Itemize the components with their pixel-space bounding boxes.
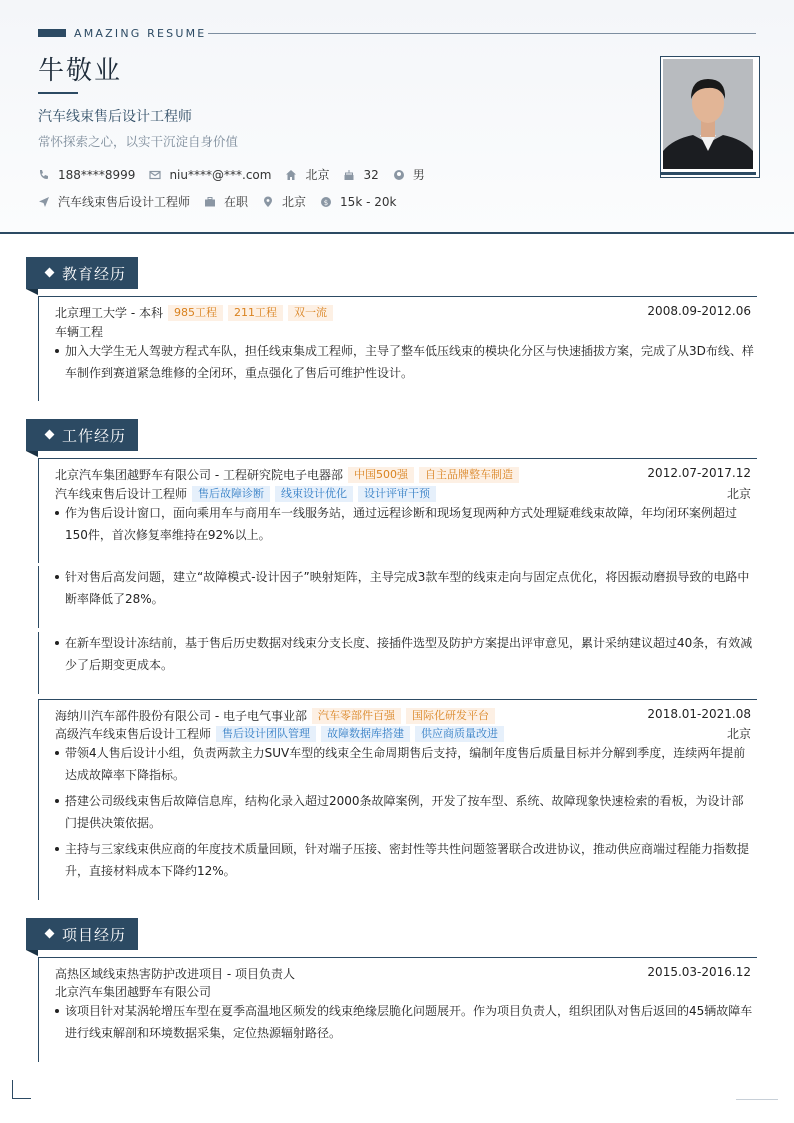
target-role-item — [38, 193, 190, 210]
email-item — [149, 168, 271, 182]
diamond-icon — [45, 929, 55, 939]
svg-text:$: $ — [323, 198, 329, 207]
hometown-text: 北京 — [305, 168, 330, 182]
briefcase-icon — [204, 196, 216, 208]
list-item: 带领4人售后设计小组，负责两款主力SUV车型的线束全生命周期售后支持，编制年度售后质量目标并分解到季度，连续两年提前达成故障率下降指标。 — [55, 742, 755, 786]
role-row — [55, 725, 751, 742]
role-row — [55, 485, 751, 502]
profile-photo — [660, 56, 760, 178]
company-tag: 国际化研发平台 — [406, 708, 495, 724]
project-date: 2015.03-2016.12 — [647, 965, 751, 979]
company-tag: 自主品牌整车制造 — [419, 467, 519, 483]
major: 车辆工程 — [55, 325, 104, 339]
list-item: 针对售后高发问题，建立“故障模式-设计因子”映射矩阵，主导完成3款车型的线束走向与固定点优化，将因振动磨损导致的电路中断率降低了28%。 — [55, 566, 755, 610]
salary-item — [320, 195, 396, 209]
role-tag: 设计评审干预 — [358, 486, 436, 502]
company-row — [55, 707, 751, 724]
education-date: 2008.09-2012.06 — [647, 304, 751, 318]
major-row — [55, 323, 751, 340]
target-city-text: 北京 — [282, 195, 307, 209]
role-tag: 故障数据库搭建 — [321, 726, 410, 742]
diamond-icon — [45, 268, 55, 278]
salary-text: 15k - 20k — [340, 194, 397, 209]
school-tag: 双一流 — [288, 305, 333, 321]
section-title: 工作经历 — [62, 427, 127, 445]
location-icon — [262, 196, 274, 208]
role-name: 汽车线束售后设计工程师 — [55, 487, 188, 501]
role-tag: 供应商质量改进 — [415, 726, 504, 742]
work-entry-continued — [38, 632, 757, 694]
motto: 常怀探索之心，以实干沉淀自身价值 — [38, 134, 239, 149]
ribbon-fold — [26, 289, 38, 295]
company-row — [55, 466, 751, 483]
list-item: 在新车型设计冻结前，基于售后历史数据对线束分支长度、接插件选型及防护方案提出评审意见，累计采纳建议超过40条，有效减少了后期变更成本。 — [55, 632, 755, 676]
age-text: 32 — [363, 167, 379, 182]
footer-line — [736, 1099, 778, 1100]
company-tag: 中国500强 — [348, 467, 414, 483]
header — [0, 0, 794, 234]
brand-label: AMAZING RESUME — [74, 27, 207, 40]
list-item: 作为售后设计窗口，面向乘用车与商用车一线服务站，通过远程诊断和现场复现两种方式处理疑难线束故障，年均闭环案例超过150件，首次修复率维持在92%以上。 — [55, 502, 755, 546]
role-name: 高级汽车线束售后设计工程师 — [55, 727, 212, 741]
home-icon — [285, 169, 297, 181]
candidate-name: 牛敬业 — [38, 56, 123, 86]
email-text: niu****@***.com — [169, 167, 272, 182]
school-name: 北京理工大学 - 本科 — [55, 306, 163, 320]
company-name: 海纳川汽车部件股份有限公司 - 电子电气事业部 — [55, 709, 307, 723]
work-entry-continued — [38, 566, 757, 628]
section-header-work — [26, 419, 138, 451]
section-header-project — [26, 918, 138, 950]
intent-row — [38, 193, 410, 210]
status-text: 在职 — [224, 195, 249, 209]
section-header-education — [26, 257, 138, 289]
brand-divider — [208, 33, 756, 34]
list-item: 该项目针对某涡轮增压车型在夏季高温地区频发的线束绝缘层脆化问题展开。作为项目负责人，组织团队对售后返回的45辆故障车进行线束解剖和环境数据采集，定位热源辐射路径。 — [55, 1000, 755, 1044]
contact-row — [38, 166, 439, 183]
school-tag: 211工程 — [228, 305, 283, 321]
age-item — [343, 168, 378, 182]
section-title: 教育经历 — [62, 265, 127, 283]
work-date: 2018.01-2021.08 — [647, 707, 751, 721]
section-title: 项目经历 — [62, 926, 127, 944]
avatar — [663, 59, 753, 169]
work-date: 2012.07-2017.12 — [647, 466, 751, 480]
list-item: 搭建公司级线束售后故障信息库，结构化录入超过2000条故障案例，开发了按车型、系统、故障现象快速检索的看板，为设计部门提供决策依据。 — [55, 790, 755, 834]
mail-icon — [149, 169, 161, 181]
role-tag: 线束设计优化 — [275, 486, 353, 502]
brand-bar — [38, 29, 66, 37]
work-city: 北京 — [726, 487, 751, 501]
job-title: 汽车线束售后设计工程师 — [38, 109, 192, 125]
gender-text: 男 — [412, 168, 425, 182]
status-item — [204, 193, 248, 210]
project-name: 高热区域线束热害防护改进项目 - 项目负责人 — [55, 967, 295, 981]
gender-item — [393, 166, 425, 183]
company-name: 北京汽车集团越野车有限公司 - 工程研究院电子电器部 — [55, 468, 343, 482]
school-tag: 985工程 — [168, 305, 223, 321]
target-role-text: 汽车线束售后设计工程师 — [58, 195, 191, 209]
phone-text: 188****8999 — [58, 167, 136, 182]
send-icon — [38, 196, 50, 208]
photo-accent-bar — [660, 172, 756, 175]
company-tag: 汽车零部件百强 — [312, 708, 401, 724]
education-header-row — [55, 304, 751, 321]
project-org: 北京汽车集团越野车有限公司 — [55, 985, 212, 999]
list-item: 主持与三家线束供应商的年度技术质量回顾，针对端子压接、密封性等共性问题签署联合改进协议，推动供应商端过程能力指数提升，直接材料成本下降约12%。 — [55, 838, 755, 882]
home-item — [285, 166, 329, 183]
cake-icon — [343, 169, 355, 181]
project-entry — [38, 957, 757, 1062]
page-corner-mark — [12, 1080, 31, 1099]
ribbon-fold — [26, 950, 38, 956]
project-header-row — [55, 965, 751, 982]
phone-item — [38, 168, 135, 182]
project-org-row — [55, 983, 751, 1000]
education-entry — [38, 296, 757, 401]
name-underline — [38, 92, 78, 94]
role-tag: 售后故障诊断 — [192, 486, 270, 502]
work-city: 北京 — [726, 727, 751, 741]
target-city-item — [262, 193, 306, 210]
work-entry — [38, 458, 757, 563]
diamond-icon — [45, 430, 55, 440]
phone-icon — [38, 169, 50, 181]
work-entry — [38, 699, 757, 900]
money-icon — [320, 196, 332, 208]
role-tag: 售后设计团队管理 — [216, 726, 316, 742]
ribbon-fold — [26, 451, 38, 457]
gender-icon — [393, 169, 405, 181]
list-item: 加入大学生无人驾驶方程式车队，担任线束集成工程师，主导了整车低压线束的模块化分区与快速插拔方案，完成了从3D布线、样车制作到赛道紧急维修的全闭环，重点强化了售后可维护性设计。 — [55, 340, 755, 384]
